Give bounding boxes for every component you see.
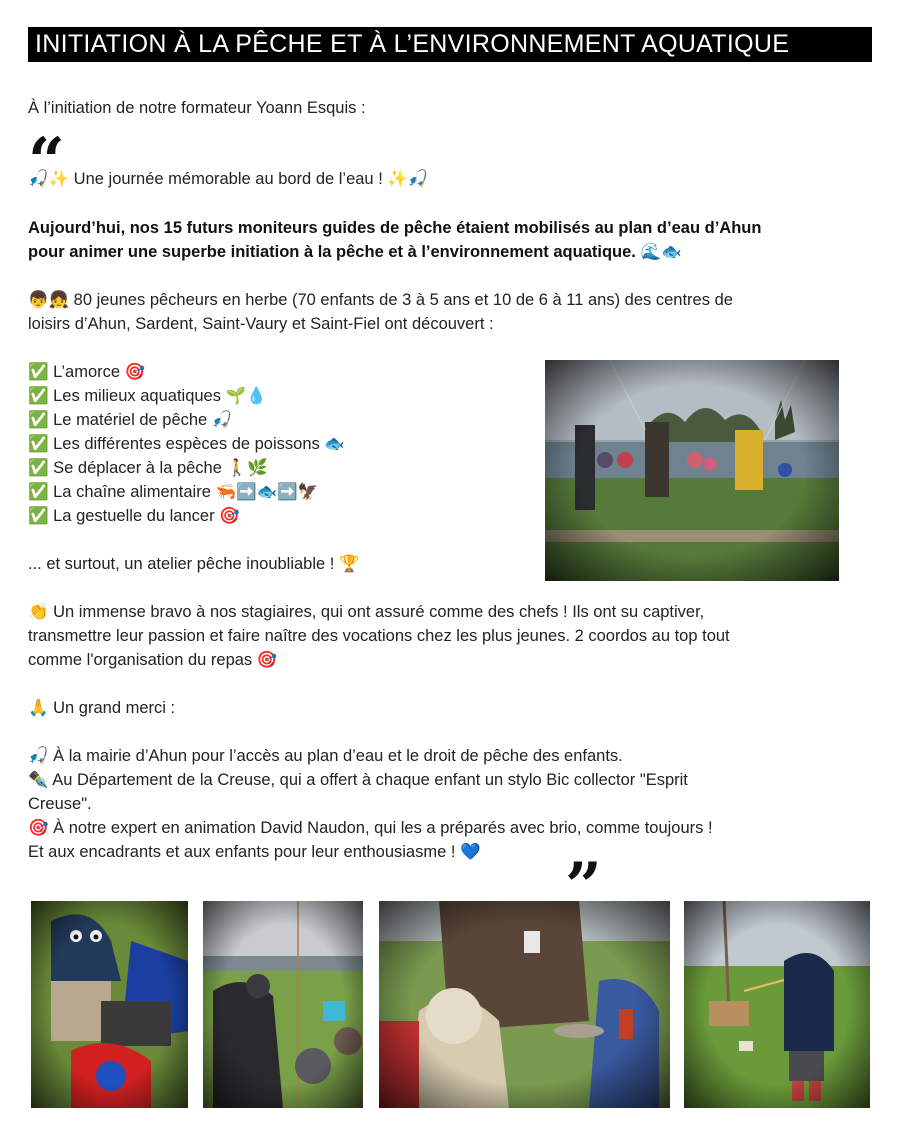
bravo-line-2: transmettre leur passion et faire naître des vocations chez les plus jeunes. 2 coordos au top tout xyxy=(28,627,730,645)
kids-photo-2 xyxy=(203,901,363,1108)
lake-fishing-photo xyxy=(545,360,839,581)
topic-item: ✅ L’amorce 🎯 xyxy=(28,363,146,381)
lead-line-2: pour animer une superbe initiation à la pêche et à l’environnement aquatique. 🌊🐟 xyxy=(28,243,682,261)
kids-line-2: loisirs d’Ahun, Sardent, Saint-Vaury et Saint-Fiel ont découvert : xyxy=(28,315,494,333)
kids-photo-1 xyxy=(31,901,188,1108)
page-title: INITIATION À LA PÊCHE ET À L’ENVIRONNEMENT AQUATIQUE xyxy=(28,27,872,62)
kids-line-1: 👦👧 80 jeunes pêcheurs en herbe (70 enfants de 3 à 5 ans et 10 de 6 à 11 ans) des centres de xyxy=(28,291,733,309)
bravo-line-1: 👏 Un immense bravo à nos stagiaires, qui ont assuré comme des chefs ! Ils ont su captiver, xyxy=(28,603,705,621)
close-quote-icon: ” xyxy=(565,855,602,895)
thanks-departement-1: ✒️ Au Département de la Creuse, qui a offert à chaque enfant un stylo Bic collector "Esprit xyxy=(28,771,688,789)
thanks-heading: 🙏 Un grand merci : xyxy=(28,699,176,717)
open-quote-icon: “ xyxy=(28,130,65,170)
kids-photo-3 xyxy=(379,901,670,1108)
thanks-expert: 🎯 À notre expert en animation David Naudon, qui les a préparés avec brio, comme toujours ! xyxy=(28,819,713,837)
bravo-line-3: comme l'organisation du repas 🎯 xyxy=(28,651,278,669)
kids-photo-4 xyxy=(684,901,870,1108)
topic-item: ✅ La gestuelle du lancer 🎯 xyxy=(28,507,240,525)
topic-item: ✅ Les différentes espèces de poissons 🐟 xyxy=(28,435,345,453)
lead-line-1: Aujourd’hui, nos 15 futurs moniteurs guides de pêche étaient mobilisés au plan d’eau d’Ahun xyxy=(28,219,762,237)
thanks-encadrants: Et aux encadrants et aux enfants pour leur enthousiasme ! 💙 xyxy=(28,843,481,861)
thanks-mairie: 🎣 À la mairie d’Ahun pour l’accès au plan d’eau et le droit de pêche des enfants. xyxy=(28,747,623,765)
topic-item: ✅ Le matériel de pêche 🎣 xyxy=(28,411,233,429)
topic-item: ✅ Se déplacer à la pêche 🚶🌿 xyxy=(28,459,268,477)
workshop-text: ... et surtout, un atelier pêche inoubliable ! 🏆 xyxy=(28,555,360,573)
topic-item: ✅ La chaîne alimentaire 🦐➡️🐟➡️🦅 xyxy=(28,483,319,501)
intro-text: À l’initiation de notre formateur Yoann Esquis : xyxy=(28,99,366,117)
topic-item: ✅ Les milieux aquatiques 🌱💧 xyxy=(28,387,267,405)
thanks-departement-2: Creuse". xyxy=(28,795,92,813)
headline: 🎣✨ Une journée mémorable au bord de l’eau ! ✨🎣 xyxy=(28,170,429,188)
